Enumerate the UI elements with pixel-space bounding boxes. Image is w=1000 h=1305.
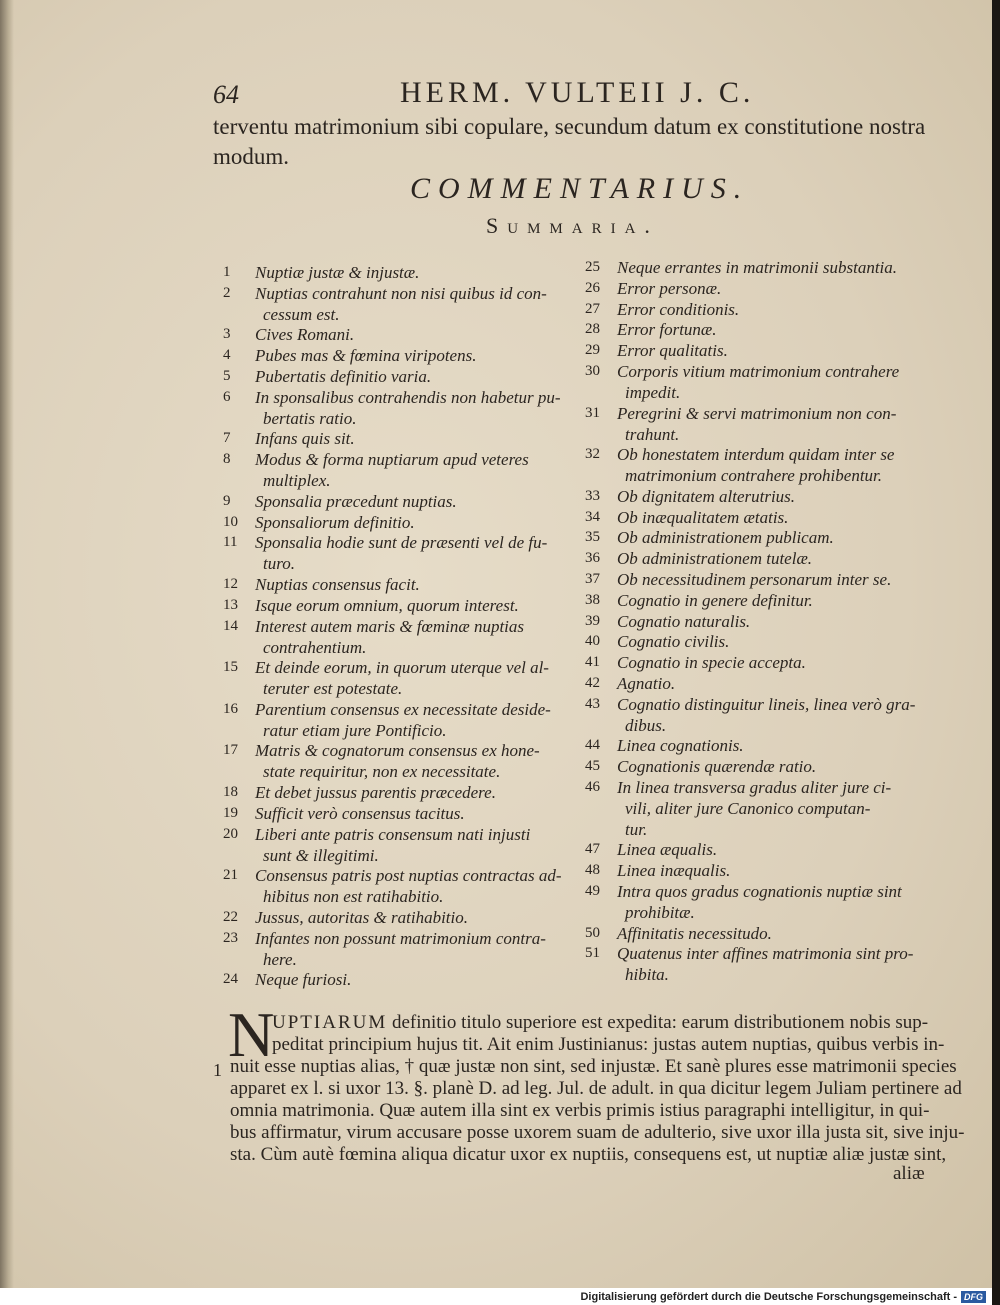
summary-number: 23 <box>223 929 238 946</box>
drop-cap: N <box>228 999 275 1070</box>
summary-text-line: Isque eorum omnium, quorum interest. <box>255 595 519 615</box>
summary-text-line: state requiritur, non ex necessitate. <box>263 762 501 782</box>
binding-shadow <box>0 0 14 1288</box>
summary-text <box>617 507 937 528</box>
summary-text <box>617 319 937 340</box>
summary-text-line: Modus & forma nuptiarum apud veteres <box>255 450 529 470</box>
summary-text <box>617 777 937 840</box>
summary-text <box>255 262 575 283</box>
body-line: terventu matrimonium sibi copulare, secundum datum ex constitutione nostra <box>213 114 926 139</box>
summary-text-line: Parentium consensus ex necessitate deside- <box>255 699 551 719</box>
summary-text-line: Neque errantes in matrimonii substantia. <box>617 258 898 277</box>
summary-number: 45 <box>585 758 600 775</box>
summary-text <box>255 345 575 366</box>
summary-number: 21 <box>223 867 238 884</box>
summary-text <box>617 590 937 611</box>
summary-text-line: hibita. <box>625 965 669 985</box>
dfg-logo: DFG <box>961 1291 986 1303</box>
summary-text-line: Cognationis quærendæ ratio. <box>617 757 817 777</box>
summary-text-line: Consensus patris post nuptias contractas ad- <box>255 866 562 886</box>
summary-number: 44 <box>585 737 600 754</box>
summary-text <box>255 532 575 574</box>
summary-text-line: Et deinde eorum, in quorum uterque vel al- <box>255 658 549 678</box>
summary-text-line: Ob dignitatem alterutrius. <box>617 486 796 506</box>
summary-number: 14 <box>223 617 238 634</box>
summary-number: 26 <box>585 279 600 296</box>
summary-text-line: Liberi ante patris consensum nati injusti <box>255 824 531 844</box>
summary-number: 9 <box>223 492 231 509</box>
summary-text-line: Agnatio. <box>617 674 676 693</box>
summary-text-line: Error conditionis. <box>617 299 740 319</box>
summary-number: 51 <box>585 945 600 962</box>
summary-text-line: sunt & illegitimi. <box>263 845 379 865</box>
summary-text-line: Cives Romani. <box>255 325 355 345</box>
summary-text-line: matrimonium contrahere prohibentur. <box>625 466 883 486</box>
summary-text <box>255 512 575 533</box>
summary-text-line: turo. <box>263 554 295 574</box>
summary-text <box>255 969 575 990</box>
summary-number: 35 <box>585 529 600 546</box>
main-text-line: omnia matrimonia. Quæ autem illa sint ex verbis primis istius paragraphi intelligitur, in qui- <box>230 1100 930 1121</box>
summary-number: 36 <box>585 550 600 567</box>
summary-text-line: prohibitæ. <box>625 903 695 922</box>
summary-number: 29 <box>585 342 600 359</box>
summary-number: 25 <box>585 259 600 275</box>
summary-text-line: multiplex. <box>263 471 331 491</box>
footer-credit: Digitalisierung gefördert durch die Deutsche Forschungsgemeinschaft - <box>580 1290 957 1303</box>
summary-text <box>617 569 937 590</box>
summary-text <box>255 366 575 387</box>
summary-text-line: Infantes non possunt matrimonium contra- <box>255 928 546 948</box>
summary-number: 2 <box>223 284 231 301</box>
summary-text <box>255 865 575 907</box>
summary-text <box>617 652 937 673</box>
summary-text-line: Ob administrationem tutelæ. <box>617 549 813 569</box>
summary-number: 34 <box>585 508 600 525</box>
main-text-line: peditat principium hujus tit. Ait enim Justinianus: justas autem nuptias, quibus verbis in- <box>272 1034 945 1055</box>
summary-text <box>255 574 575 595</box>
summary-number: 40 <box>585 633 600 650</box>
summary-number: 24 <box>223 971 238 988</box>
summary-text-line: Neque furiosi. <box>255 970 352 990</box>
summary-text <box>617 361 937 403</box>
summary-text-line: Pubes mas & fœmina viripotens. <box>255 346 477 366</box>
summary-number: 46 <box>585 779 600 795</box>
first-word: UPTIARUM <box>272 1012 388 1033</box>
summary-text-line: trahunt. <box>625 424 680 444</box>
summary-number: 3 <box>223 326 231 343</box>
summary-text-line: Quatenus inter affines matrimonia sint pro- <box>617 944 914 964</box>
summary-text <box>255 616 575 658</box>
main-text-line: bus affirmatur, virum accusare posse uxorem suam de adulterio, sive uxor illa justa sit, sive inju- <box>230 1122 965 1143</box>
summary-text-line: here. <box>263 949 297 969</box>
summary-text <box>617 860 937 881</box>
summary-number: 49 <box>585 883 600 899</box>
summary-text <box>617 923 937 944</box>
summary-number: 30 <box>585 363 600 379</box>
summary-number: 7 <box>223 430 231 447</box>
summary-text <box>617 299 937 320</box>
summary-text <box>255 803 575 824</box>
summary-text-line: tur. <box>625 820 648 839</box>
summary-text-line: dibus. <box>625 715 667 735</box>
summary-text-line: Sponsalia præcedunt nuptias. <box>255 491 457 511</box>
summary-text <box>617 486 937 507</box>
summary-number: 47 <box>585 841 600 858</box>
summary-text-line: Matris & cognatorum consensus ex hone- <box>255 741 540 761</box>
summary-number: 38 <box>585 591 600 608</box>
summary-text-line: bertatis ratio. <box>263 408 357 428</box>
summary-text-line: Peregrini & servi matrimonium non con- <box>617 403 897 423</box>
summary-text-line: vili, aliter jure Canonico computan- <box>625 799 871 818</box>
summary-text <box>255 699 575 741</box>
main-text-line: apparet ex l. si uxor 13. §. planè D. ad leg. Jul. de adult. in qua dicitur legem Juliam pertinere ad <box>230 1078 962 1099</box>
summary-text <box>617 631 937 652</box>
summary-number: 20 <box>223 825 238 842</box>
summary-text <box>617 278 937 299</box>
summary-text <box>617 548 937 569</box>
summary-number: 42 <box>585 675 600 691</box>
summary-text-line: Linea cognationis. <box>617 736 744 756</box>
summary-text-line: Intra quos gradus cognationis nuptiæ sint <box>617 882 902 901</box>
summary-text-line: Error qualitatis. <box>617 341 728 361</box>
summary-text-line: Error personæ. <box>617 278 722 298</box>
summary-text-line: contrahentium. <box>263 637 367 657</box>
page-number: 64 <box>213 80 239 109</box>
body-line: modum. <box>213 144 290 169</box>
summary-number: 27 <box>585 300 600 317</box>
summary-text-line: Sufficit verò consensus tacitus. <box>255 803 465 823</box>
summary-text <box>255 324 575 345</box>
summary-number: 1 <box>223 264 231 280</box>
summary-text-line: Cognatio in specie accepta. <box>617 653 806 673</box>
summary-text <box>617 444 937 486</box>
summary-text-line: Cognatio civilis. <box>617 632 730 652</box>
summary-text-line: impedit. <box>625 383 681 402</box>
summary-text <box>255 740 575 782</box>
summary-text <box>617 943 937 985</box>
summary-text <box>617 527 937 548</box>
summary-number: 37 <box>585 571 600 587</box>
summary-text-line: Corporis vitium matrimonium contrahere <box>617 362 900 381</box>
summary-text-line: ratur etiam jure Pontificio. <box>263 720 447 740</box>
summaria-heading: Summaria. <box>486 213 659 238</box>
main-text-line: sta. Cùm autè fœmina aliqua dicatur uxor ex nuptiis, consequens est, ut nuptiæ aliæ justæ sint, <box>230 1144 947 1165</box>
commentarius-heading: COMMENTARIUS. <box>410 172 750 205</box>
summary-text-line: Infans quis sit. <box>255 429 355 449</box>
summary-number: 6 <box>223 388 231 405</box>
summary-text <box>255 928 575 970</box>
summary-text <box>617 403 937 445</box>
main-text-line <box>272 1012 928 1034</box>
summary-number: 39 <box>585 612 600 629</box>
summary-text <box>255 491 575 512</box>
summary-text <box>255 428 575 449</box>
summary-number: 31 <box>585 404 600 421</box>
summary-text-line: Ob honestatem interdum quidam inter se <box>617 445 895 465</box>
main-text-fragment: definitio titulo superiore est expedita: earum distributionem nobis sup- <box>387 1012 929 1033</box>
summary-number: 48 <box>585 862 600 879</box>
summary-number: 4 <box>223 347 231 364</box>
summary-text-line: Pubertatis definitio varia. <box>255 367 432 386</box>
summary-text <box>255 824 575 866</box>
summary-text <box>617 673 937 694</box>
summary-number: 5 <box>223 368 231 384</box>
summary-text-line: Cognatio in genere definitur. <box>617 590 813 610</box>
catchword: aliæ <box>893 1163 925 1184</box>
summary-number: 50 <box>585 924 600 941</box>
summary-number: 17 <box>223 742 238 759</box>
summary-number: 22 <box>223 908 238 925</box>
summary-text-line: hibitus non est ratihabitio. <box>263 887 444 907</box>
summary-text-line: Jussus, autoritas & ratihabitio. <box>255 907 468 927</box>
summary-text-line: Interest autem maris & fœminæ nuptias <box>255 616 525 636</box>
summary-text <box>617 881 937 923</box>
summary-number: 41 <box>585 654 600 671</box>
summary-text-line: Sponsalia hodie sunt de præsenti vel de fu- <box>255 533 548 553</box>
summary-text-line: Nuptiæ justæ & injustæ. <box>255 263 420 282</box>
summary-text-line: cessum est. <box>263 304 340 324</box>
summary-text-line: Error fortunæ. <box>617 320 717 340</box>
summary-text-line: Cognatio naturalis. <box>617 611 751 631</box>
summary-text-line: Affinitatis necessitudo. <box>617 923 772 943</box>
summary-text <box>617 340 937 361</box>
summary-text-line: Et debet jussus parentis præcedere. <box>255 783 496 802</box>
summary-text <box>617 611 937 632</box>
summary-number: 18 <box>223 784 238 800</box>
summary-text-line: Linea inæqualis. <box>617 861 731 881</box>
summary-number: 43 <box>585 695 600 712</box>
summary-text-line: teruter est potestate. <box>263 679 403 699</box>
summary-text <box>255 283 575 325</box>
summary-number: 12 <box>223 576 238 592</box>
summary-number: 10 <box>223 513 238 530</box>
summary-text <box>617 735 937 756</box>
summary-text-line: Nuptias contrahunt non nisi quibus id con- <box>255 283 547 303</box>
summary-text-line: Ob necessitudinem personarum inter se. <box>617 570 892 589</box>
summary-number: 15 <box>223 659 238 676</box>
summary-text-line: Nuptias consensus facit. <box>255 575 420 594</box>
summary-text <box>255 387 575 429</box>
summary-number: 32 <box>585 446 600 463</box>
main-text-line: nuit esse nuptias alias, † quæ justæ non sint, sed injustæ. Et sanè plures esse matrimonii species <box>230 1056 957 1077</box>
summary-number: 11 <box>223 534 238 551</box>
running-head: HERM. VULTEII J. C. <box>400 76 755 109</box>
summary-text <box>255 657 575 699</box>
summary-number: 19 <box>223 804 238 821</box>
summary-text <box>617 839 937 860</box>
summary-text-line: Ob administrationem publicam. <box>617 528 834 548</box>
summary-number: 8 <box>223 451 231 468</box>
summary-number: 13 <box>223 596 238 613</box>
summary-text-line: Cognatio distinguitur lineis, linea verò gra- <box>617 694 916 714</box>
summary-text <box>617 756 937 777</box>
page-edge <box>992 0 1000 1305</box>
margin-note: 1 <box>213 1060 222 1080</box>
summary-text-line: Sponsaliorum definitio. <box>255 512 415 532</box>
summary-text <box>255 907 575 928</box>
summary-text <box>255 782 575 803</box>
summary-text <box>255 595 575 616</box>
summary-text <box>617 257 937 278</box>
summary-number: 33 <box>585 487 600 504</box>
summary-text-line: In sponsalibus contrahendis non habetur pu- <box>255 387 561 407</box>
summary-text <box>617 694 937 736</box>
summary-text-line: Linea æqualis. <box>617 840 718 860</box>
summary-text-line: In linea transversa gradus aliter jure ci- <box>617 778 892 797</box>
summary-text <box>255 449 575 491</box>
footer-bar <box>0 1288 992 1305</box>
summary-number: 16 <box>223 700 238 717</box>
summary-text-line: Ob inæqualitatem ætatis. <box>617 507 789 527</box>
summary-number: 28 <box>585 321 600 338</box>
